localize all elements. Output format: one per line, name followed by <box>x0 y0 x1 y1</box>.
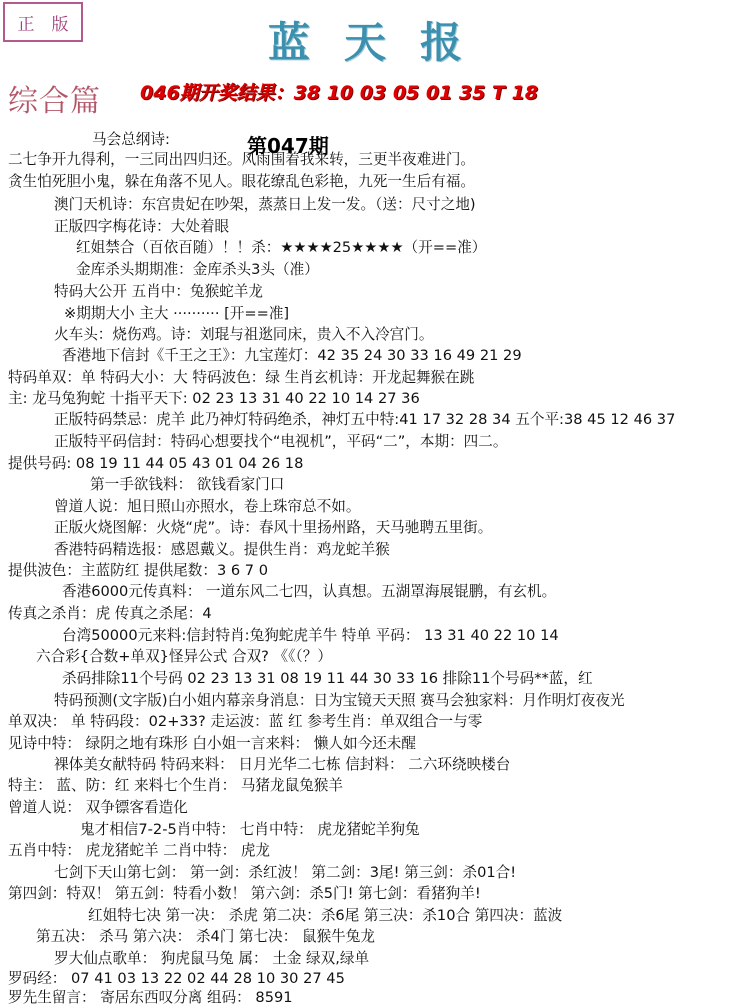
text-line: 红姐特七决 第一决： 杀虎 第二决：杀6尾 第三决：杀10合 第四决：蓝波 <box>88 907 563 924</box>
text-line: 香港6000元传真料： 一道东风二七四，认真想。五湖罩海展锟鹏，有玄机。 <box>62 583 557 600</box>
section-label: 综合篇 <box>8 84 101 119</box>
text-line: 正版特平码信封：特码心想要找个“电视机”，平码“二”，本期：四二。 <box>54 433 508 450</box>
text-line: 正版四字梅花诗：大处着眼 <box>54 218 230 235</box>
text-line: 二七争开九得利，一三同出四归还。风雨围着我来转，三更半夜难进门。 <box>8 151 476 168</box>
text-line: 罗大仙点歌单： 狗虎鼠马兔 属： 土金 绿双,绿单 <box>54 950 370 967</box>
text-line: 杀码排除11个号码 02 23 13 31 08 19 11 44 30 33 16 排除11个号码**蓝，红 <box>62 670 593 687</box>
text-line: 五肖中特： 虎龙猪蛇羊 二肖中特： 虎龙 <box>8 842 271 859</box>
text-line: ※期期大小 主大 ·········· [开==准] <box>64 305 290 322</box>
text-line: 特码单双：单 特码大小：大 特码波色：绿 生肖玄机诗：开龙起舞猴在跳 <box>8 369 475 386</box>
badge-char-b: 版 <box>51 14 69 35</box>
text-line: 曾道人说： 双争镖客看造化 <box>8 799 188 816</box>
text-line: 金库杀头期期准：金库杀头3头（准） <box>76 261 319 278</box>
text-line: 七剑下天山第七剑： 第一剑：杀红波！ 第二剑：3尾! 第三剑：杀01合! <box>54 864 517 881</box>
text-line: 贪生怕死胆小鬼，躲在角落不见人。眼花缭乱色彩艳，九死一生后有福。 <box>8 173 476 190</box>
issue-number: 第047期 <box>247 134 329 158</box>
text-line: 特主： 蓝、防：红 来料七个生肖： 马猪龙鼠兔猴羊 <box>8 777 343 794</box>
text-line: 火车头：烧伤鸡。诗：刘琨与祖逖同床，贵入不入冷宫门。 <box>54 326 434 343</box>
text-line: 见诗中特： 绿阴之地有珠形 白小姐一言来料： 懒人如今还未醒 <box>8 735 416 752</box>
text-line: 台湾50000元来料:信封特肖:兔狗蛇虎羊牛 特单 平码： 13 31 40 22 10 14 <box>62 627 559 644</box>
text-line: 红姐禁合（百依百随）！！杀：★★★★25★★★★（开==准） <box>76 239 487 256</box>
text-line: 提供号码: 08 19 11 44 05 43 01 04 26 18 <box>8 455 304 472</box>
text-line: 第四剑：特双！ 第五剑：特看小数！ 第六剑：杀5门! 第七剑：看猪狗羊! <box>8 885 481 902</box>
text-line: 单双决： 单 特码段：02+33? 走运波：蓝 红 参考生肖：单双组合一与零 <box>8 713 483 730</box>
text-line: 正版特码禁忌：虎羊 此乃神灯特码绝杀，神灯五中特:41 17 32 28 34 五个平:38 45 12 46 37 <box>54 411 676 428</box>
text-line: 传真之杀肖：虎 传真之杀尾：4 <box>8 605 212 622</box>
text-line: 澳门天机诗：东宫贵妃在吵架，蒸蒸日上发一发。（送：尺寸之地) <box>54 196 476 213</box>
text-line: 罗先生留言： 寄居东西叹分离 组码： 8591 <box>8 989 293 1006</box>
text-line: 马会总纲诗: <box>92 131 170 148</box>
text-line: 特码预测(文字版)白小姐内幕亲身消息：日为宝镜天天照 赛马会独家料：月作明灯夜夜光 <box>54 692 625 709</box>
text-line: 特码大公开 五肖中：兔猴蛇羊龙 <box>54 283 263 300</box>
text-line: 香港地下信封《千王之王》：九宝莲灯：42 35 24 30 33 16 49 21 29 <box>62 347 522 364</box>
text-line: 罗码经： 07 41 03 13 22 02 44 28 10 30 27 45 <box>8 970 345 987</box>
text-line: 裸体美女献特码 特码来料： 日月光华二七栋 信封料： 二六环绕映楼台 <box>54 756 511 773</box>
badge-char-a: 正 <box>17 14 35 35</box>
text-line: 提供波色：主蓝防红 提供尾数：3 6 7 0 <box>8 562 269 579</box>
text-line: 主: 龙马兔狗蛇 十指平天下: 02 23 13 31 40 22 10 14 27 36 <box>8 390 420 407</box>
previous-draw-result: 046期开奖结果：38 10 03 05 01 35 T 18 <box>140 82 539 104</box>
text-line: 曾道人说：旭日照山亦照水，卷上珠帘总不如。 <box>54 498 361 515</box>
text-line: 第五决： 杀马 第六决： 杀4门 第七决： 鼠猴牛兔龙 <box>36 928 375 945</box>
text-line: 六合彩{合数+单双}怪异公式 合双? 《《（？） <box>36 648 332 665</box>
text-line: 第一手欲钱料： 欲钱看家门口 <box>90 476 285 493</box>
text-line: 正版火烧图解：火烧“虎”。诗：春风十里扬州路，天马驰聘五里街。 <box>54 519 493 536</box>
text-line: 鬼才相信7-2-5肖中特： 七肖中特： 虎龙猪蛇羊狗兔 <box>80 821 420 838</box>
text-line: 香港特码精选报：感恩戴义。提供生肖：鸡龙蛇羊猴 <box>54 541 390 558</box>
newspaper-title: 蓝天报 <box>267 18 496 67</box>
